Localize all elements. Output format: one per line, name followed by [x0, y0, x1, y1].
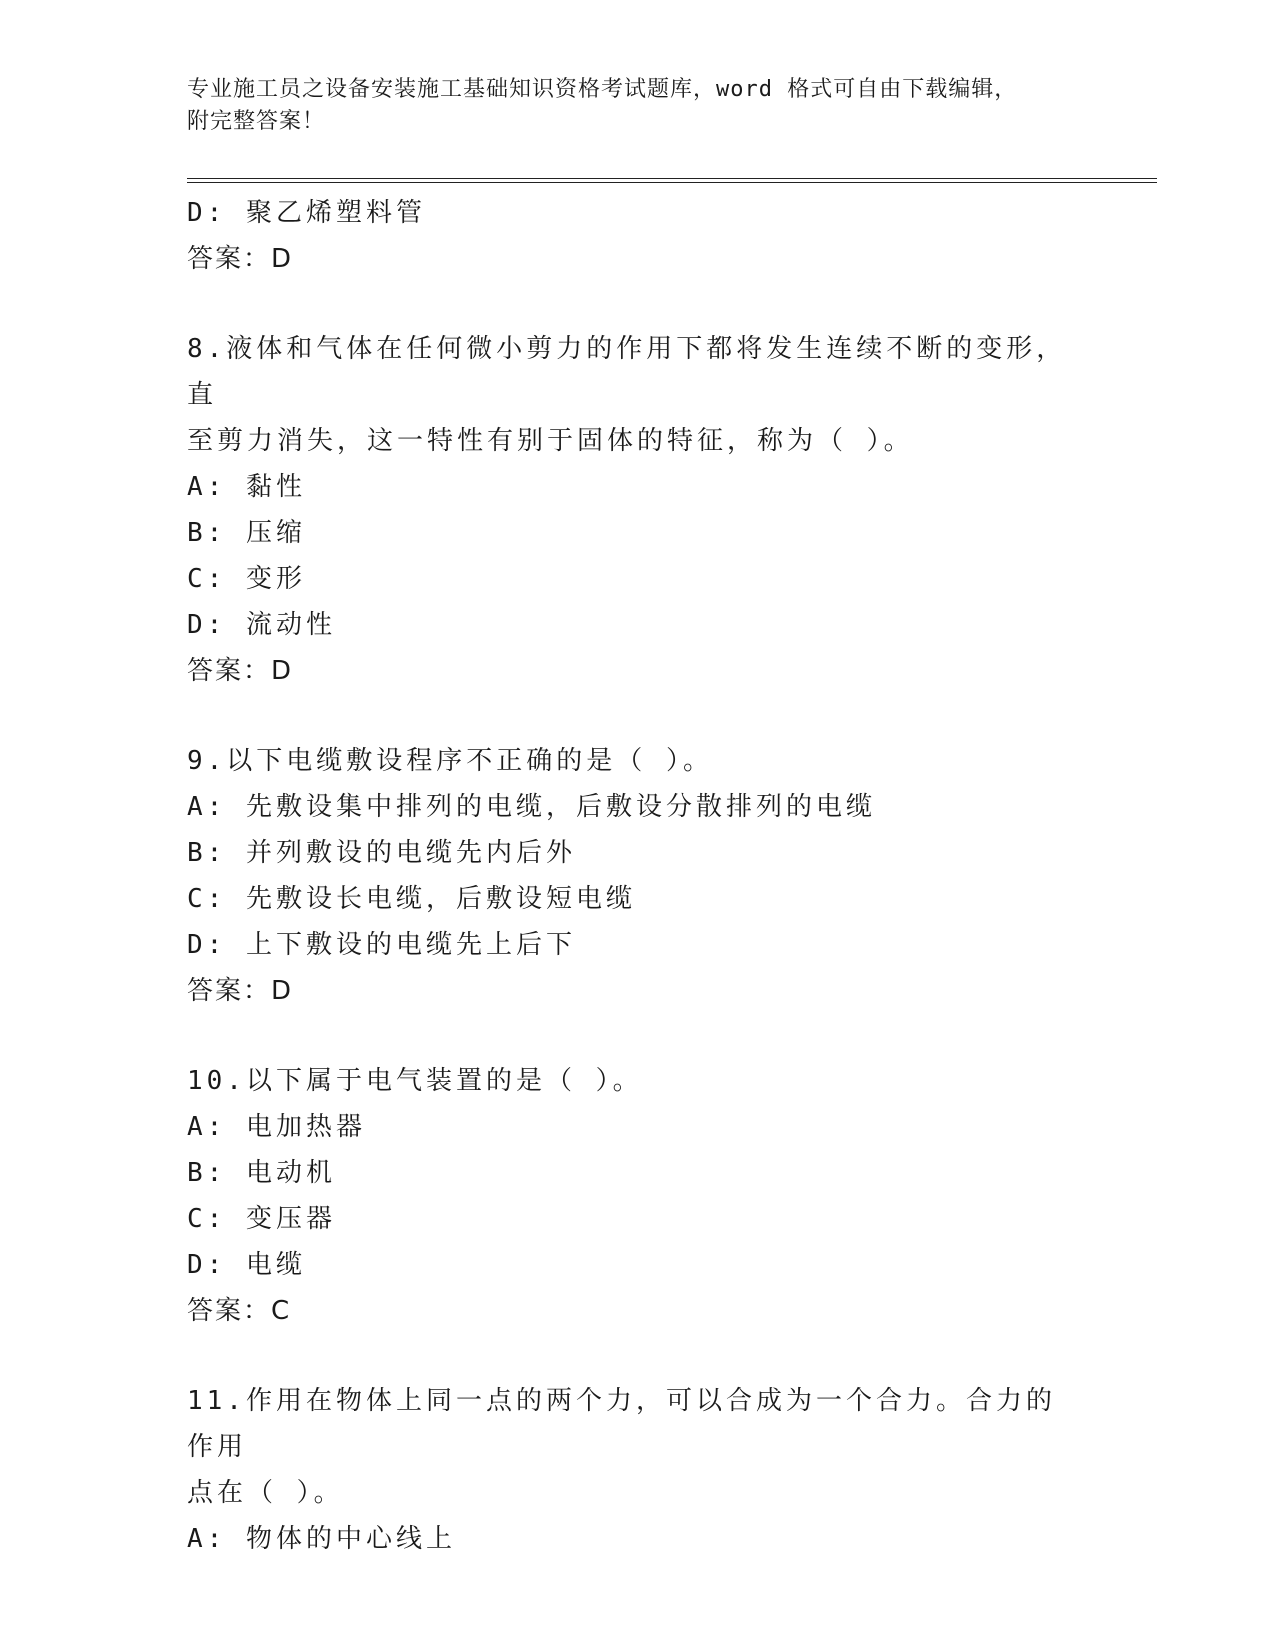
question-text: 至剪力消失，这一特性有别于固体的特征，称为（ ）。 [187, 426, 914, 456]
answer: 答案：D [187, 976, 294, 1006]
document-header [187, 74, 1087, 138]
question-9 [187, 738, 1067, 784]
answer: 答案：C [187, 1296, 292, 1326]
option-d: D: 聚乙烯塑料管 [187, 198, 426, 228]
question-text: 8.液体和气体在任何微小剪力的作用下都将发生连续不断的变形，直 [187, 334, 1067, 410]
question-text: 9.以下电缆敷设程序不正确的是（ ）。 [187, 746, 713, 776]
question-11 [187, 1378, 1067, 1516]
option-b: B: 并列敷设的电缆先内后外 [187, 838, 576, 868]
question-text: 点在（ ）。 [187, 1478, 344, 1508]
header-divider [187, 178, 1157, 183]
option-a: A: 电加热器 [187, 1112, 366, 1142]
option-b: B: 电动机 [187, 1158, 336, 1188]
question-text: 11.作用在物体上同一点的两个力，可以合成为一个合力。合力的作用 [187, 1386, 1056, 1462]
option-c: C: 变压器 [187, 1204, 336, 1234]
answer: 答案：D [187, 244, 294, 274]
option-b: B: 压缩 [187, 518, 306, 548]
option-d: D: 电缆 [187, 1250, 306, 1280]
option-d: D: 流动性 [187, 610, 336, 640]
header-line-2: 附完整答案！ [187, 109, 326, 134]
option-a: A: 先敷设集中排列的电缆，后敷设分散排列的电缆 [187, 792, 876, 822]
option-a: A: 黏性 [187, 472, 306, 502]
question-8 [187, 326, 1067, 464]
option-d: D: 上下敷设的电缆先上后下 [187, 930, 576, 960]
option-a: A: 物体的中心线上 [187, 1524, 456, 1554]
header-line-1: 专业施工员之设备安装施工基础知识资格考试题库，word 格式可自由下载编辑， [187, 77, 1018, 102]
option-c: C: 先敷设长电缆，后敷设短电缆 [187, 884, 636, 914]
document-body [187, 190, 1157, 1562]
question-10 [187, 1058, 1067, 1104]
answer: 答案：D [187, 656, 294, 686]
question-text: 10.以下属于电气装置的是（ ）。 [187, 1066, 643, 1096]
option-c: C: 变形 [187, 564, 306, 594]
